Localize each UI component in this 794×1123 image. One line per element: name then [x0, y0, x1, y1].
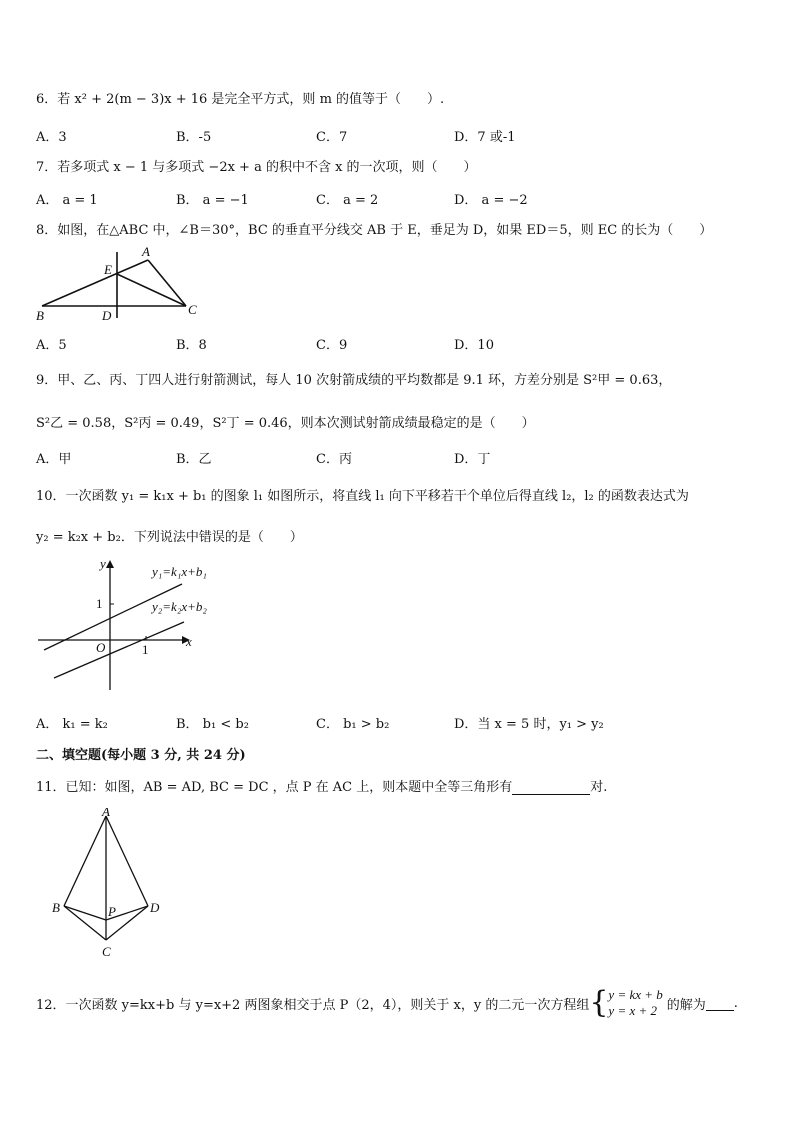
- q11-label-b: B: [52, 900, 60, 915]
- q10-option-c: C． b₁ > b₂: [316, 717, 390, 732]
- section-heading: 二、填空题(每小题 3 分, 共 24 分): [36, 748, 246, 763]
- q11-kite-figure: [46, 808, 166, 960]
- q8-option-c: C．9: [316, 338, 348, 353]
- q11-label-c: C: [102, 944, 111, 959]
- q10-option-a: A． k₁ = k₂: [36, 717, 108, 732]
- q11-stem-end: 对.: [590, 780, 608, 795]
- q6-option-a: A．3: [36, 130, 67, 145]
- q9-option-a: A．甲: [36, 452, 72, 467]
- q9-option-b: B．乙: [176, 452, 212, 467]
- q8-label-e: E: [104, 262, 112, 277]
- q7-option-a: A． a = 1: [36, 193, 98, 208]
- q11-stem: [36, 776, 607, 795]
- q9-stem-line1: 9．甲、乙、丙、丁四人进行射箭测试，每人 10 次射箭成绩的平均数都是 9.1 环，方差分别是 S²甲 = 0.63，: [36, 373, 672, 388]
- q12-brace-icon: {: [589, 985, 609, 1020]
- q10-line2-label: y₂=k₂x+b₂: [152, 599, 207, 614]
- q9-stem-line2: S²乙 = 0.58，S²丙 = 0.49，S²丁 = 0.46，则本次测试射箭成绩最稳定的是（ ）: [36, 416, 535, 431]
- q10-x-axis-label: x: [186, 634, 192, 649]
- q10-y-axis-label: y: [100, 556, 106, 571]
- q8-label-c: C: [188, 302, 197, 317]
- q6-stem: 6．若 x² + 2(m − 3)x + 16 是完全平方式，则 m 的值等于（ ）.: [36, 92, 445, 107]
- q7-option-c: C． a = 2: [316, 193, 379, 208]
- q10-graph-figure: [34, 556, 224, 696]
- q6-option-c: C．7: [316, 130, 348, 145]
- q12-stem-text: 12．一次函数 y=kx+b 与 y=x+2 两图象相交于点 P（2，4），则关于 x，y 的二元一次方程组: [36, 997, 590, 1013]
- q10-stem-line2: y₂ = k₂x + b₂．下列说法中错误的是（ ）: [36, 530, 303, 545]
- q6-option-d: D．7 或-1: [454, 130, 516, 145]
- q10-line1-label: y₁=k₁x+b₁: [152, 564, 207, 579]
- q11-label-p: P: [108, 904, 116, 919]
- q8-stem: 8．如图，在△ABC 中，∠B＝30°，BC 的垂直平分线交 AB 于 E，垂足为 D，如果 ED＝5，则 EC 的长为（ ）: [36, 223, 713, 238]
- q12-stem-after: 的解为: [666, 997, 706, 1013]
- q12-stem-end: .: [733, 995, 738, 1011]
- q6-option-b: B．-5: [176, 130, 212, 145]
- q12-stem: [36, 984, 738, 1022]
- q8-option-b: B．8: [176, 338, 207, 353]
- q9-option-c: C．丙: [316, 452, 352, 467]
- q12-equation-system: [608, 987, 662, 1019]
- q8-option-d: D．10: [454, 338, 494, 353]
- q7-option-d: D． a = −2: [454, 193, 528, 208]
- q8-option-a: A．5: [36, 338, 67, 353]
- q8-triangle-figure: [34, 244, 214, 326]
- q12-equation-1: y = kx + b: [608, 987, 663, 1002]
- q8-label-b: B: [36, 308, 44, 323]
- q12-equation-2: y = x + 2: [608, 1003, 658, 1018]
- q10-x-tick-label: 1: [142, 642, 149, 657]
- q11-stem-text: 11．已知：如图，AB = AD, BC = DC ，点 P 在 AC 上，则本题中全等三角形有: [36, 780, 513, 795]
- q8-label-d: D: [102, 308, 112, 323]
- q11-label-a: A: [102, 808, 110, 819]
- q10-option-b: B． b₁ < b₂: [176, 717, 249, 732]
- q7-stem: 7．若多项式 x − 1 与多项式 −2x + a 的积中不含 x 的一次项，则（ ）: [36, 160, 477, 175]
- q10-option-d: D．当 x = 5 时，y₁ > y₂: [454, 717, 604, 732]
- q8-label-a: A: [142, 244, 150, 259]
- q9-option-d: D．丁: [454, 452, 491, 467]
- q11-answer-blank[interactable]: [512, 779, 590, 795]
- q7-option-b: B． a = −1: [176, 193, 249, 208]
- q11-label-d: D: [150, 900, 160, 915]
- q10-stem-line1: 10．一次函数 y₁ = k₁x + b₁ 的图象 l₁ 如图所示，将直线 l₁ 向下平移若干个单位后得直线 l₂，l₂ 的函数表达式为: [36, 489, 689, 504]
- q12-answer-blank[interactable]: [706, 995, 734, 1011]
- q10-y-tick-label: 1: [96, 596, 103, 611]
- q10-origin-label: O: [96, 640, 106, 655]
